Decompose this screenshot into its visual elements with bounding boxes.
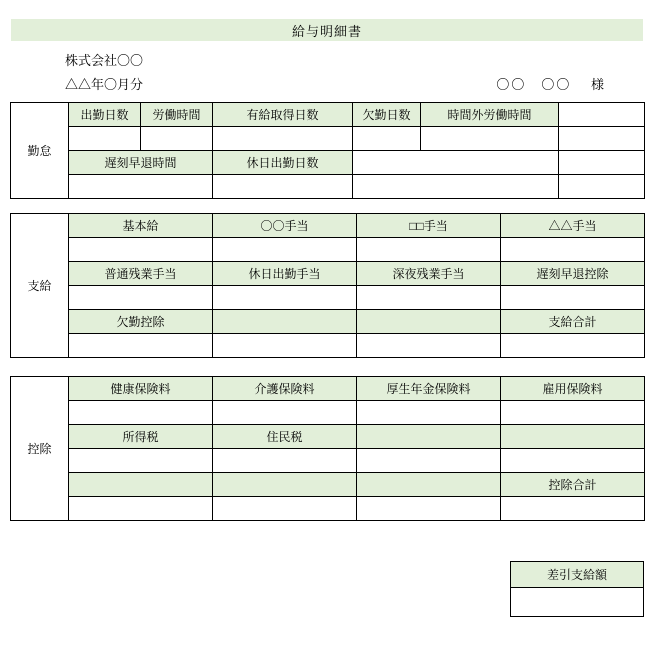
table-row (511, 588, 644, 617)
document-title-text: 給与明細書 (291, 23, 362, 39)
attendance-value-workhours[interactable] (141, 127, 213, 151)
attendance-label-spare3 (559, 151, 645, 175)
table-row (11, 262, 645, 286)
employee-name: 〇〇 〇〇 (496, 77, 572, 92)
deduction-label-spare-4 (213, 473, 357, 497)
payment-label-allowance-1: 〇〇手当 (213, 214, 357, 238)
table-row (11, 310, 645, 334)
payment-value-base[interactable] (69, 238, 213, 262)
deduction-label-resident-tax: 住民税 (213, 425, 357, 449)
payslip-document (0, 18, 654, 671)
deduction-value-pension[interactable] (357, 401, 501, 425)
deduction-label-total: 控除合計 (501, 473, 645, 497)
payment-value-allowance-3[interactable] (501, 238, 645, 262)
pay-period: △△年〇月分 (65, 77, 144, 92)
attendance-label-absence: 欠勤日数 (353, 103, 421, 127)
table-row (11, 103, 645, 127)
deduction-value-spare-2[interactable] (501, 449, 645, 473)
payment-label-absence-deduction: 欠勤控除 (69, 310, 213, 334)
net-pay-label: 差引支給額 (511, 562, 644, 588)
table-row (11, 334, 645, 358)
deduction-value-resident-tax[interactable] (213, 449, 357, 473)
deduction-value-total[interactable] (501, 497, 645, 521)
deduction-label-spare-5 (357, 473, 501, 497)
deduction-value-spare-1[interactable] (357, 449, 501, 473)
deduction-label-spare-3 (69, 473, 213, 497)
table-row (11, 449, 645, 473)
table-row (11, 425, 645, 449)
attendance-value-spare2[interactable] (353, 175, 559, 199)
attendance-value-spare[interactable] (559, 127, 645, 151)
payment-label-base: 基本給 (69, 214, 213, 238)
payment-value-spare-1[interactable] (213, 334, 357, 358)
deduction-label-spare-1 (357, 425, 501, 449)
employee-block (496, 74, 606, 93)
deduction-label-spare-2 (501, 425, 645, 449)
table-row (11, 214, 645, 238)
attendance-label-holiday-work: 休日出勤日数 (213, 151, 353, 175)
payment-category: 支給 (11, 214, 69, 358)
net-pay-value[interactable] (511, 588, 644, 617)
spacer (10, 199, 644, 213)
attendance-label-workhours: 労働時間 (141, 103, 213, 127)
table-row (11, 473, 645, 497)
company-name: 株式会社〇〇 (65, 53, 144, 68)
attendance-value-spare3[interactable] (559, 175, 645, 199)
header-info (10, 50, 644, 102)
payment-label-allowance-3: △△手当 (501, 214, 645, 238)
payment-value-latenight[interactable] (357, 286, 501, 310)
attendance-label-workdays: 出勤日数 (69, 103, 141, 127)
attendance-value-workdays[interactable] (69, 127, 141, 151)
spacer (10, 358, 644, 376)
payment-value-spare-2[interactable] (357, 334, 501, 358)
net-pay-table (510, 561, 644, 617)
deduction-label-nursing-insurance: 介護保険料 (213, 377, 357, 401)
payment-value-allowance-1[interactable] (213, 238, 357, 262)
attendance-value-holiday-work[interactable] (213, 175, 353, 199)
payment-label-latenight: 深夜残業手当 (357, 262, 501, 286)
deduction-label-income-tax: 所得税 (69, 425, 213, 449)
table-row (11, 497, 645, 521)
payment-label-spare-2 (357, 310, 501, 334)
payment-label-late-early-deduction: 遅刻早退控除 (501, 262, 645, 286)
attendance-value-paidleave[interactable] (213, 127, 353, 151)
attendance-category: 勤怠 (11, 103, 69, 199)
document-title (10, 18, 644, 42)
payment-value-total[interactable] (501, 334, 645, 358)
deduction-category: 控除 (11, 377, 69, 521)
attendance-label-spare (559, 103, 645, 127)
attendance-label-late-early: 遅刻早退時間 (69, 151, 213, 175)
deduction-label-health-insurance: 健康保険料 (69, 377, 213, 401)
table-row (11, 175, 645, 199)
payment-value-overtime[interactable] (69, 286, 213, 310)
deduction-value-spare-3[interactable] (69, 497, 213, 521)
payment-label-holiday-work: 休日出勤手当 (213, 262, 357, 286)
table-row (11, 238, 645, 262)
payment-table (10, 213, 645, 358)
deduction-value-income-tax[interactable] (69, 449, 213, 473)
attendance-table (10, 102, 645, 199)
attendance-label-paidleave: 有給取得日数 (213, 103, 353, 127)
deduction-label-employment-insurance: 雇用保険料 (501, 377, 645, 401)
payment-value-holiday-work[interactable] (213, 286, 357, 310)
attendance-value-late-early[interactable] (69, 175, 213, 199)
employee-honorific: 様 (590, 77, 606, 92)
attendance-value-absence[interactable] (353, 127, 421, 151)
table-row (11, 377, 645, 401)
payment-label-allowance-2: □□手当 (357, 214, 501, 238)
payment-value-allowance-2[interactable] (357, 238, 501, 262)
payment-label-overtime: 普通残業手当 (69, 262, 213, 286)
table-row (11, 127, 645, 151)
net-pay-wrapper (10, 561, 644, 617)
table-row (11, 401, 645, 425)
deduction-value-health-insurance[interactable] (69, 401, 213, 425)
deduction-value-spare-4[interactable] (213, 497, 357, 521)
deduction-value-employment-insurance[interactable] (501, 401, 645, 425)
deduction-label-pension: 厚生年金保険料 (357, 377, 501, 401)
payment-label-spare-1 (213, 310, 357, 334)
payment-label-total: 支給合計 (501, 310, 645, 334)
table-row (11, 151, 645, 175)
table-row (11, 286, 645, 310)
payment-value-late-early-deduction[interactable] (501, 286, 645, 310)
deduction-value-spare-5[interactable] (357, 497, 501, 521)
table-row (511, 562, 644, 588)
deduction-value-nursing-insurance[interactable] (213, 401, 357, 425)
attendance-label-overtime: 時間外労働時間 (421, 103, 559, 127)
attendance-value-overtime[interactable] (421, 127, 559, 151)
payment-value-absence-deduction[interactable] (69, 334, 213, 358)
attendance-label-spare2 (353, 151, 559, 175)
deduction-table (10, 376, 645, 521)
